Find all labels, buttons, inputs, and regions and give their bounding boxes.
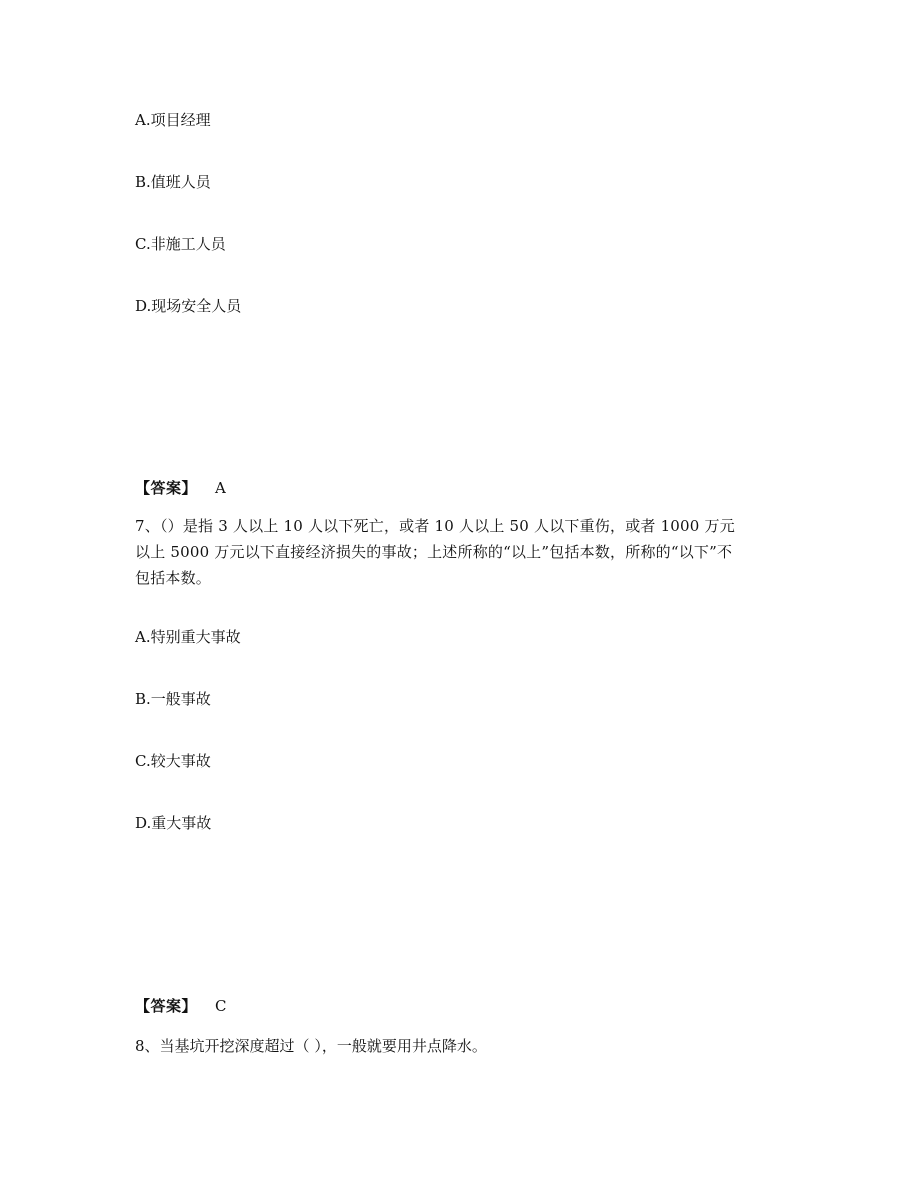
q7-stem-line-1: 7、（）是指 3 人以上 10 人以下死亡，或者 10 人以上 50 人以下重伤，或者 1000 万元 — [135, 517, 735, 535]
q7-option-d: D.重大事故 — [135, 814, 212, 832]
q6-answer-label: 【答案】 — [135, 479, 198, 497]
q7-stem-line-2: 以上 5000 万元以下直接经济损失的事故；上述所称的“以上”包括本数，所称的“以下”不 — [135, 543, 733, 561]
q7-option-a: A.特别重大事故 — [135, 628, 241, 646]
q7-answer — [135, 996, 227, 1016]
q6-answer-value: A — [215, 479, 227, 497]
q7-stem — [135, 513, 775, 591]
q7-option-b: B.一般事故 — [135, 690, 211, 708]
q7-option-c: C.较大事故 — [135, 752, 211, 770]
q7-answer-label: 【答案】 — [135, 997, 198, 1015]
q6-answer — [135, 478, 226, 498]
q7-answer-value: C — [215, 997, 227, 1015]
q7-stem-line-3: 包括本数。 — [135, 569, 212, 587]
q6-option-a: A.项目经理 — [135, 111, 211, 129]
q8-stem: 8、当基坑开挖深度超过（ ），一般就要用井点降水。 — [135, 1037, 487, 1055]
q6-option-d: D.现场安全人员 — [135, 297, 242, 315]
q6-option-b: B.值班人员 — [135, 173, 211, 191]
q6-option-c: C.非施工人员 — [135, 235, 226, 253]
